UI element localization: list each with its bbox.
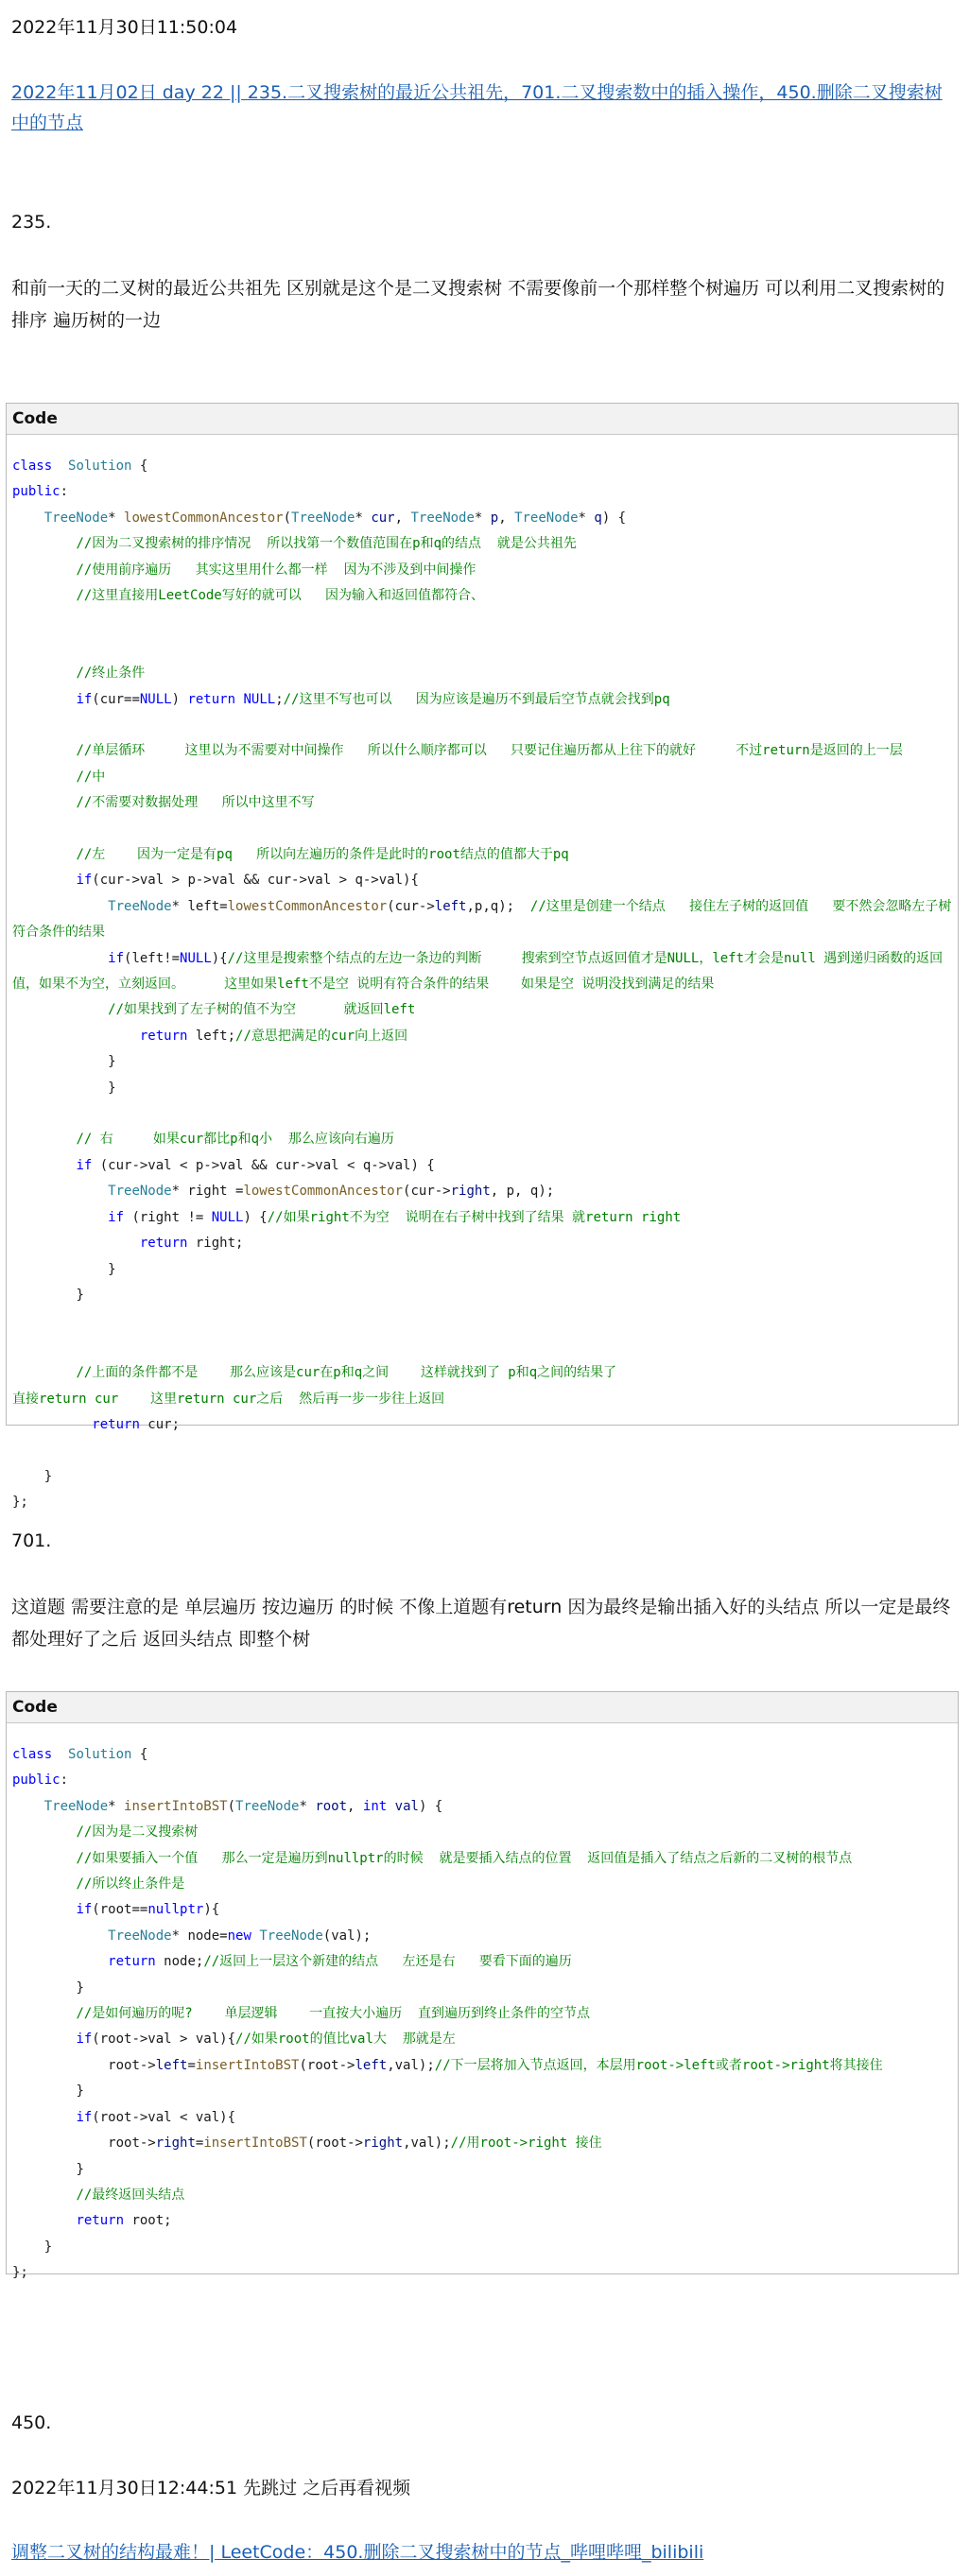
code-token: ) [171,691,188,707]
code-token [12,562,76,578]
code-token: , [347,1798,363,1814]
code-token: lowestCommonAncestor [227,898,388,914]
code-line [12,2105,958,2131]
code-token: ( [283,510,292,526]
section-450-heading: 450. [11,2412,52,2433]
code-block-701-body [7,1723,958,2287]
code-token: cur [371,510,395,526]
code-token: (left!= [124,950,181,966]
code-token: (cur-> [387,898,435,914]
code-token: return [139,1028,188,1044]
code-token: //不需要对数据处理 所以中这里不写 [76,795,315,811]
code-line [12,506,958,531]
code-token [12,1210,108,1225]
code-token: { [131,458,148,474]
code-token: node; [155,1954,204,1970]
code-token [12,1002,108,1017]
code-token [12,743,76,758]
code-token: // 右 如果cur都比p和q小 那么应该向右遍历 [76,1132,394,1148]
code-token: { [211,1902,220,1918]
code-line [12,1768,958,1793]
code-token: TreeNode [43,1798,109,1814]
code-token: ) [203,1902,212,1918]
code-token: root-> [12,2135,156,2152]
section-235-description: 和前一天的二叉树的最近公共祖先 区别就是这个是二叉搜索树 不需要像前一个那样整个树遍历 可以利用二叉搜索树的排序 遍历树的一边 [11,278,945,331]
code-token: val [394,1798,419,1814]
code-line [12,842,958,868]
code-token [12,2006,76,2021]
code-line [12,1308,958,1334]
code-token: if [76,873,93,889]
code-token: (cur->val < p->val && cur->val < q->val) { [92,1157,435,1173]
code-line [12,1742,958,1768]
code-token: * [299,1798,316,1814]
code-token: lowestCommonAncestor [124,510,284,526]
code-token: //如果要插入一个值 那么一定是遍历到nullptr的时候 就是要插入结点的位置 返回值是插入了结点之后新的二叉树的根节点 [76,1850,853,1866]
code-token: public [12,484,61,500]
code-token: : [60,1772,69,1789]
section-450-video-link[interactable]: 调整二叉树的结构最难！| LeetCode：450.删除二叉搜索树中的节点_哔哩哔哩_bilibili [11,2542,704,2563]
code-line [12,1794,958,1820]
code-token: ) { [418,1798,443,1814]
code-token: : [60,484,69,500]
code-token: ; [275,691,284,707]
code-token: class [12,458,53,474]
code-token [12,847,76,862]
code-token: ) { [243,1209,268,1225]
code-token: { [131,1747,148,1762]
code-token: = [195,2135,204,2152]
code-token: return [139,1236,188,1252]
code-line [12,2053,958,2079]
code-token: //终止条件 [76,666,146,682]
code-token: //如果找到了左子树的值不为空 就返回left [108,1002,416,1018]
code-token: (root== [92,1902,148,1918]
code-token: TreeNode [108,1184,172,1200]
code-token: //上面的条件都不是 那么应该是cur在p和q之间 这样就找到了 p和q之间的结果了 [76,1365,617,1381]
code-token: TreeNode [514,510,579,526]
code-token: } [12,1287,84,1303]
code-token [12,899,108,914]
code-line [12,1976,958,2001]
code-block-701 [6,1691,959,2281]
timestamp-top: 2022年11月30日11:50:04 [11,17,238,38]
code-token [12,873,76,888]
code-line [12,454,958,479]
code-token: * [108,510,125,526]
section-235-heading: 235. [11,212,52,233]
code-token: nullptr [147,1902,204,1918]
code-token: //这里不写也可以 因为应该是遍历不到最后空节点就会找到pq [283,691,670,707]
code-token: 直接return cur 这里return cur之后 然后再一步一步往上返回 [12,1391,445,1407]
code-line [12,1412,958,1438]
code-token: NULL [180,950,212,966]
section-450-timestamp-note: 2022年11月30日12:44:51 先跳过 之后再看视频 [11,2478,411,2498]
code-token: (root-> [299,2057,355,2073]
code-token: } [12,2239,53,2255]
code-line [12,1464,958,1490]
code-line [12,738,958,764]
code-token: //使用前序遍历 其实这里用什么都一样 因为不涉及到中间操作 [76,562,476,578]
code-line [12,479,958,505]
code-token [52,458,68,474]
code-block-235 [6,403,959,1511]
code-token: (val); [322,1928,372,1944]
code-token: ){ [211,950,228,966]
code-token: //因为是二叉搜索树 [76,1824,199,1841]
code-token [12,1236,140,1251]
code-token: root [315,1798,348,1814]
code-token: }; [12,2265,28,2281]
code-token: NULL [243,691,276,707]
code-token: NULL [139,691,172,707]
code-token [12,769,76,785]
code-token: Solution [68,458,132,474]
code-line [12,765,958,790]
code-token [52,1747,68,1762]
code-token: right [362,2135,404,2152]
code-token [12,1824,76,1840]
code-token [12,2031,76,2047]
code-line [12,1846,958,1872]
code-token [12,666,76,681]
code-token [12,1851,76,1866]
code-token: , [394,510,411,526]
code-token [12,1876,76,1892]
code-line [12,2027,958,2052]
code-line [12,1127,958,1152]
code-token: Solution [68,1747,132,1762]
code-token [12,692,76,707]
code-line [12,1490,958,1515]
code-token: //如果right不为空 说明在右子树中找到了结果 就return right [267,1209,682,1225]
section-701-heading: 701. [11,1530,52,1551]
code-token: left [355,2057,388,2073]
code-token: if [76,2031,93,2048]
code-block-235-body [7,435,958,1516]
code-token [12,2213,76,2228]
code-token: TreeNode [259,1928,323,1944]
code-block-235-title: Code [7,404,958,435]
code-token: return [108,1954,156,1970]
code-token: //是如何遍历的呢? 单层逻辑 一直按大小遍历 直到遍历到终止条件的空节点 [76,2006,591,2022]
code-token [12,1954,108,1969]
code-token: //这里是创建一个结点 接住左子树的返回值 要不然会忽略左子树符合条件的结果 [12,898,952,941]
code-token: if [76,691,93,707]
code-token: * left= [171,898,228,914]
code-line [12,997,958,1023]
code-token: //下一层将加入节点返回，本层用root->left或者root->right将其接住 [434,2057,883,2073]
code-token: (cur== [92,691,140,707]
code-token [12,2110,76,2125]
code-line [12,2079,958,2104]
code-token: TreeNode [108,1928,172,1944]
code-line [12,946,958,998]
code-line [12,1360,958,1386]
code-token: right; [187,1236,244,1252]
code-token: insertIntoBST [124,1798,228,1814]
code-token [12,1928,108,1944]
code-line [12,1820,958,1845]
code-line [12,1897,958,1923]
code-token: ,p,q); [466,898,530,914]
code-line [12,868,958,893]
code-token: } [12,1261,116,1277]
code-token: //单层循环 这里以为不需要对中间操作 所以什么顺序都可以 只要记住遍历都从上往下的就好 不过return是返回的上一层 [76,743,903,759]
code-line [12,1335,958,1360]
code-token: , [498,510,515,526]
code-token [12,1029,140,1044]
code-line [12,2183,958,2208]
code-line [12,1231,958,1256]
code-line [12,1101,958,1127]
code-token: return [76,2213,125,2229]
code-token: * node= [171,1928,228,1944]
code-line [12,790,958,816]
code-token: if [76,1157,93,1173]
code-token: * [578,510,595,526]
code-token [12,1365,76,1380]
code-token: TreeNode [291,510,355,526]
code-token: left; [187,1028,236,1044]
code-line [12,2208,958,2234]
code-line [12,713,958,738]
code-token [12,951,108,966]
code-token: } [12,1054,116,1070]
code-token: (root->val > val){ [92,2031,236,2048]
code-token: (root->val < val){ [92,2109,236,2125]
code-token [12,795,76,810]
code-token: left [155,2057,188,2073]
code-line [12,1387,958,1412]
code-token: * right = [171,1184,244,1200]
code-token: //中 [76,769,106,785]
code-token: ) { [601,510,627,526]
code-block-701-title: Code [7,1692,958,1723]
code-token: int [362,1798,388,1814]
code-token [12,1417,92,1432]
code-token: return [92,1416,140,1432]
code-token: //返回上一层这个新建的结点 左还是右 要看下面的遍历 [203,1954,572,1970]
code-token: ,val); [403,2135,451,2152]
code-line [12,661,958,686]
code-token: } [12,1468,53,1484]
code-line [12,1257,958,1283]
code-token: = [187,2057,196,2073]
code-token: root-> [12,2057,156,2073]
code-token: insertIntoBST [203,2135,307,2152]
code-token: (right != [124,1209,212,1225]
code-token: * [108,1798,125,1814]
code-line [12,531,958,557]
code-line [12,2131,958,2156]
code-line [12,1179,958,1204]
code-token: }; [12,1495,28,1511]
code-token: left [434,898,467,914]
section-701-description: 这道题 需要注意的是 单层遍历 按边遍历 的时候 不像上道题有return 因为最终是输出插入好的头结点 所以一定是最终都处理好了之后 返回头结点 即整个树 [11,1597,951,1650]
code-token: (root-> [306,2135,363,2152]
code-token: right [450,1184,491,1200]
code-token: p [490,510,499,526]
code-line [12,1438,958,1463]
code-token: TreeNode [410,510,475,526]
code-token: (cur->val > p->val && cur->val > q->val){ [92,873,419,889]
code-token [12,1799,44,1814]
code-token: ,val); [387,2057,435,2073]
code-token: if [108,950,125,966]
code-token: ( [227,1798,236,1814]
code-token: if [76,2109,93,2125]
code-token: //这里是搜索整个结点的左边一条边的判断 搜索到空节点返回值才是NULL，left才会是null 遇到递归函数的返回值，如果不为空，立刻返回。 这里如果left不是空 说明有符合条件的结果 如果是空 说明没找到满足的结果 [12,950,944,993]
code-token: if [108,1209,125,1225]
code-token: //如果root的值比val大 那就是左 [235,2031,456,2048]
code-line [12,558,958,583]
code-token [12,536,76,551]
code-line [12,2235,958,2260]
code-token [12,2187,76,2203]
code-token [387,1799,394,1814]
code-line [12,894,958,946]
code-token: if [76,1902,93,1918]
code-line [12,635,958,661]
code-line [12,1872,958,1897]
code-token: , p, q); [490,1184,555,1200]
code-line [12,1049,958,1075]
code-token: } [12,1980,84,1996]
code-token: class [12,1747,53,1762]
code-token: TreeNode [235,1798,300,1814]
code-token: cur; [139,1416,181,1432]
code-line [12,1076,958,1101]
code-token: //用root->right 接住 [450,2135,602,2152]
code-line [12,609,958,634]
code-token: NULL [211,1209,244,1225]
code-token: //这里直接用LeetCode写好的就可以 因为输入和返回值都符合、 [76,588,485,604]
code-token [12,1158,76,1173]
code-line [12,1024,958,1049]
code-line [12,1205,958,1231]
code-token: (cur-> [403,1184,451,1200]
code-token: } [12,2083,84,2100]
code-line [12,1283,958,1308]
code-token: * [474,510,491,526]
code-token: new [227,1928,251,1944]
code-line [12,687,958,713]
code-token: //左 因为一定是有pq 所以向左遍历的条件是此时的root结点的值都大于pq [76,847,569,863]
code-line [12,2001,958,2027]
code-token: //最终返回头结点 [76,2187,185,2203]
code-line [12,583,958,609]
code-token: public [12,1772,61,1789]
code-token: right [155,2135,196,2152]
code-line [12,817,958,842]
code-token: //因为二叉搜索树的排序情况 所以找第一个数值范围在p和q的结点 就是公共祖先 [76,536,577,552]
code-token: } [12,2161,84,2177]
code-token [12,588,76,603]
code-token [12,510,44,526]
code-token [12,1902,76,1917]
code-token: return [187,691,236,707]
code-line [12,1153,958,1179]
code-token: q [594,510,602,526]
code-token: TreeNode [43,510,109,526]
code-line [12,1924,958,1949]
code-token [12,1184,108,1199]
code-token: } [12,1080,116,1096]
top-note-link[interactable]: 2022年11月02日 day 22 || 235.二叉搜索树的最近公共祖先，701.二叉搜索数中的插入操作，450.删除二叉搜索树中的节点 [11,82,943,133]
code-token: lowestCommonAncestor [243,1184,404,1200]
code-token: root; [124,2213,172,2229]
code-token: //意思把满足的cur向上返回 [235,1028,408,1044]
code-token: insertIntoBST [195,2057,300,2073]
code-line [12,1949,958,1975]
code-line [12,2157,958,2183]
code-token: //所以终止条件是 [76,1876,185,1893]
code-line [12,2260,958,2286]
code-token: TreeNode [108,898,172,914]
code-token [12,1132,76,1147]
code-token: * [355,510,372,526]
